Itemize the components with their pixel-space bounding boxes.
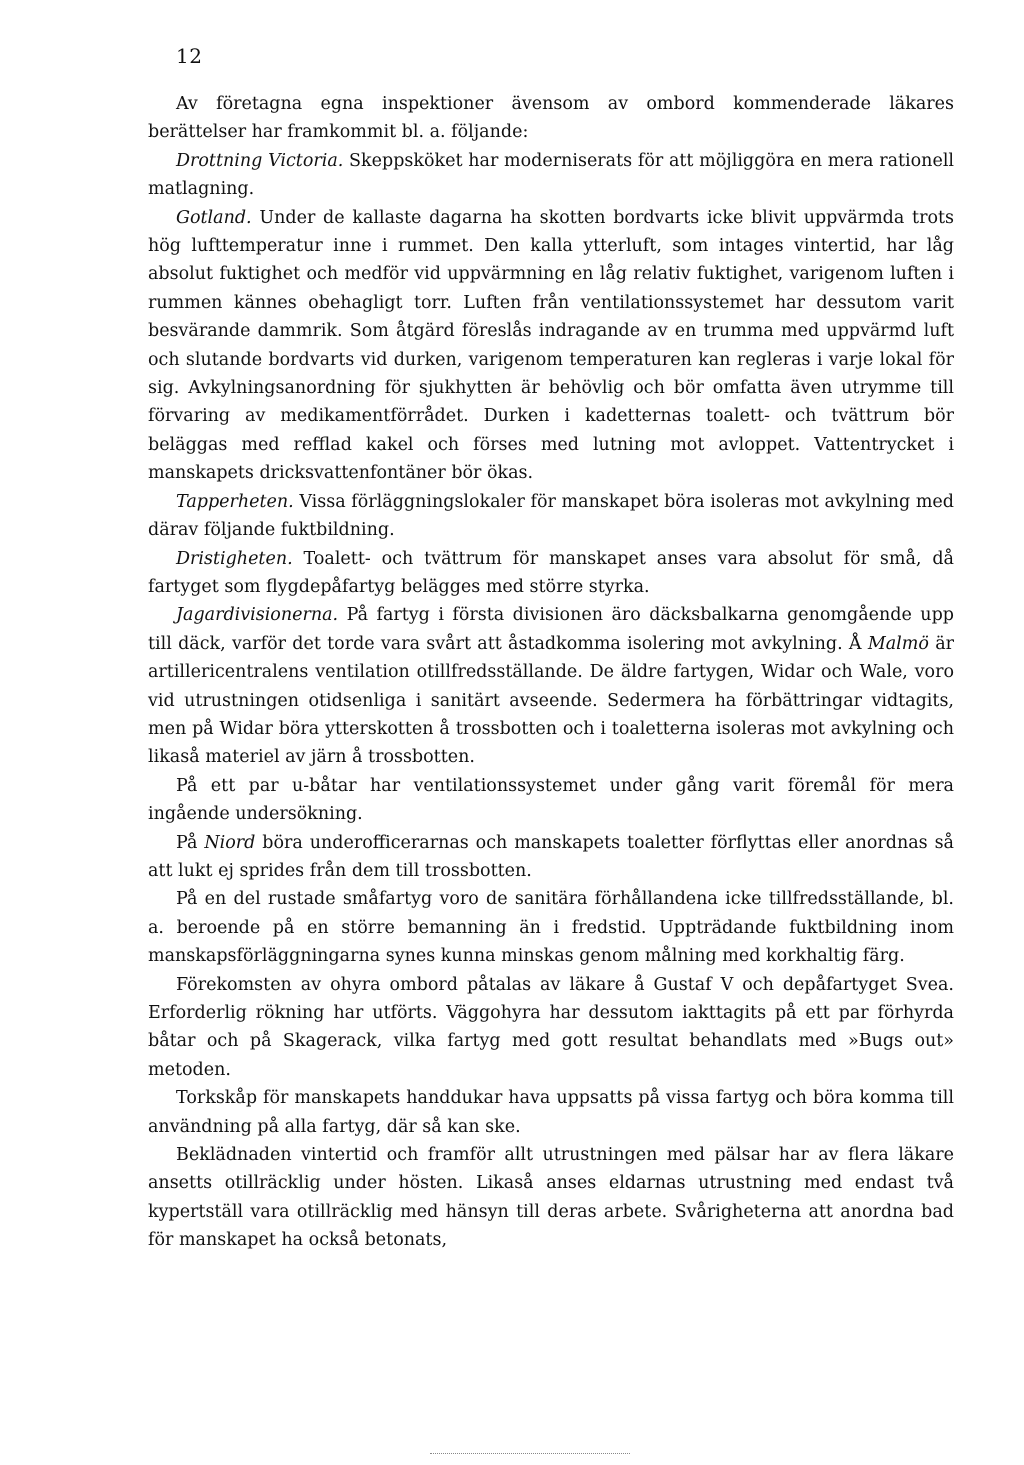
paragraph-u-batar [148,772,954,829]
paragraph-text: Beklädnaden vintertid och framför allt utrustningen med pälsar har av flera läkare ansetts otillräcklig under hösten. Likaså anses eldarnas utrustning med endast två kypertställ vara otillräcklig med hänsyn till deras arbete. Svårigheterna att anordna bad för manskapet ha också betonats, [148,1145,954,1251]
paragraph-drottning-victoria [148,147,954,204]
ship-name: Malmö [867,633,929,654]
paragraph-text: Skeppsköket har moderniserats för att möjliggöra en mera rationell matlagning. [148,150,955,200]
ship-name: Gotland. [176,207,252,228]
ship-name: Niord [204,832,256,853]
page-number: 12 [176,44,203,68]
paragraph-text: På ett par u-båtar har ventilationssystemet under gång varit föremål för mera ingående undersökning. [148,775,954,825]
ship-name: Dristigheten. [176,548,293,569]
paragraph-text: På fartyg i första divisionen äro däcksbalkarna genomgående upp till däck, varför det torde vara svårt att åstadkomma isolering mot avkylning. Å [148,605,954,654]
ship-name: Tapperheten. [176,491,294,512]
paragraph-text: Toalett- och tvättrum för manskapet anses vara absolut för små, då fartyget som flygdepåfartyg belägges med större styrka. [148,548,954,597]
paragraph-jagardivisionerna [148,601,954,771]
paragraph-text: Förekomsten av ohyra ombord påtalas av läkare å Gustaf V och depåfartyget Svea. Erforderlig rökning har utförts. Väggohyra har dessutom iakttagits på ett par förhyrda båtar och på Skagerack, vilka fartyg med gott resultat behandlats med »Bugs out» metoden. [148,974,954,1080]
ship-name: Jagardivisionerna. [176,605,339,626]
paragraph-niord [148,829,954,886]
paragraph-bekladnaden [148,1141,954,1255]
paragraph-text: Under de kallaste dagarna ha skotten bordvarts icke blivit uppvärmda trots hög lufttemperatur inne i rummet. Den kalla ytterluft, som intages vintertid, har låg absolut fuktighet och medför vid uppvärmning en låg relativ fuktighet, varigenom luften i rummen kännes obehagligt torr. Luften från ventilationssystemet har dessutom varit besvärande dammrik. Som åtgärd föreslås indragande av en trumma med uppvärmd luft och slutande bordvarts vid durken, varigenom temperaturen kan regleras i varje lokal för sig. Avkylningsanordning för sjukhytten är behövlig och bör omfatta även utrymme till förvaring av medikamentförrådet. Durken i kadetternas toalett- och tvättrum bör beläggas med refflad kakel och förses med lutning mot avloppet. Vattentrycket i manskapets dricksvattenfontäner bör ökas. [148,207,954,484]
paragraph-torkskap [148,1084,954,1141]
paragraph-gotland [148,204,954,488]
paragraph-text: Torkskåp för manskapets handdukar hava uppsatts på vissa fartyg och böra komma till användning på alla fartyg, där så kan ske. [148,1088,954,1137]
ship-name: Drottning Victoria. [176,150,344,171]
paragraph-text: På [176,832,205,853]
paragraph-ohyra [148,971,954,1085]
paragraph-smafartyg [148,885,954,970]
paragraph-text: är artillericentralens ventilation otillfredsställande. De äldre fartygen, Widar och Wale, voro vid utrustningen otidsenliga i sanitärt avseende. Sedermera ha förbättringar vidtagits, men på Widar böra ytterskotten å trossbotten och i toaletterna isoleras mot avkylning och likaså materiel av järn å trossbotten. [148,633,954,768]
paragraph-intro [148,90,954,147]
paragraph-tapperheten [148,488,954,545]
paragraph-dristigheten [148,545,954,602]
paragraph-text: böra underofficerarnas och manskapets toaletter förflyttas eller anordnas så att lukt ej sprides från dem till trossbotten. [148,832,954,881]
paragraph-text: Vissa förläggningslokaler för manskapet böra isoleras mot avkylning med därav följande fuktbildning. [148,491,954,541]
paragraph-text: Av företagna egna inspektioner ävensom av ombord kommenderade läkares berättelser har framkommit bl. a. följande: [148,94,954,143]
body-text [148,90,954,1255]
paragraph-text: På en del rustade småfartyg voro de sanitära förhållandena icke tillfredsställande, bl. a. beroende på en större bemanning än i fredstid. Uppträdande fuktbildning inom manskapsförläggningarna synes kunna minskas genom målning med korkhaltig färg. [148,889,954,967]
footer-divider [430,1453,630,1454]
